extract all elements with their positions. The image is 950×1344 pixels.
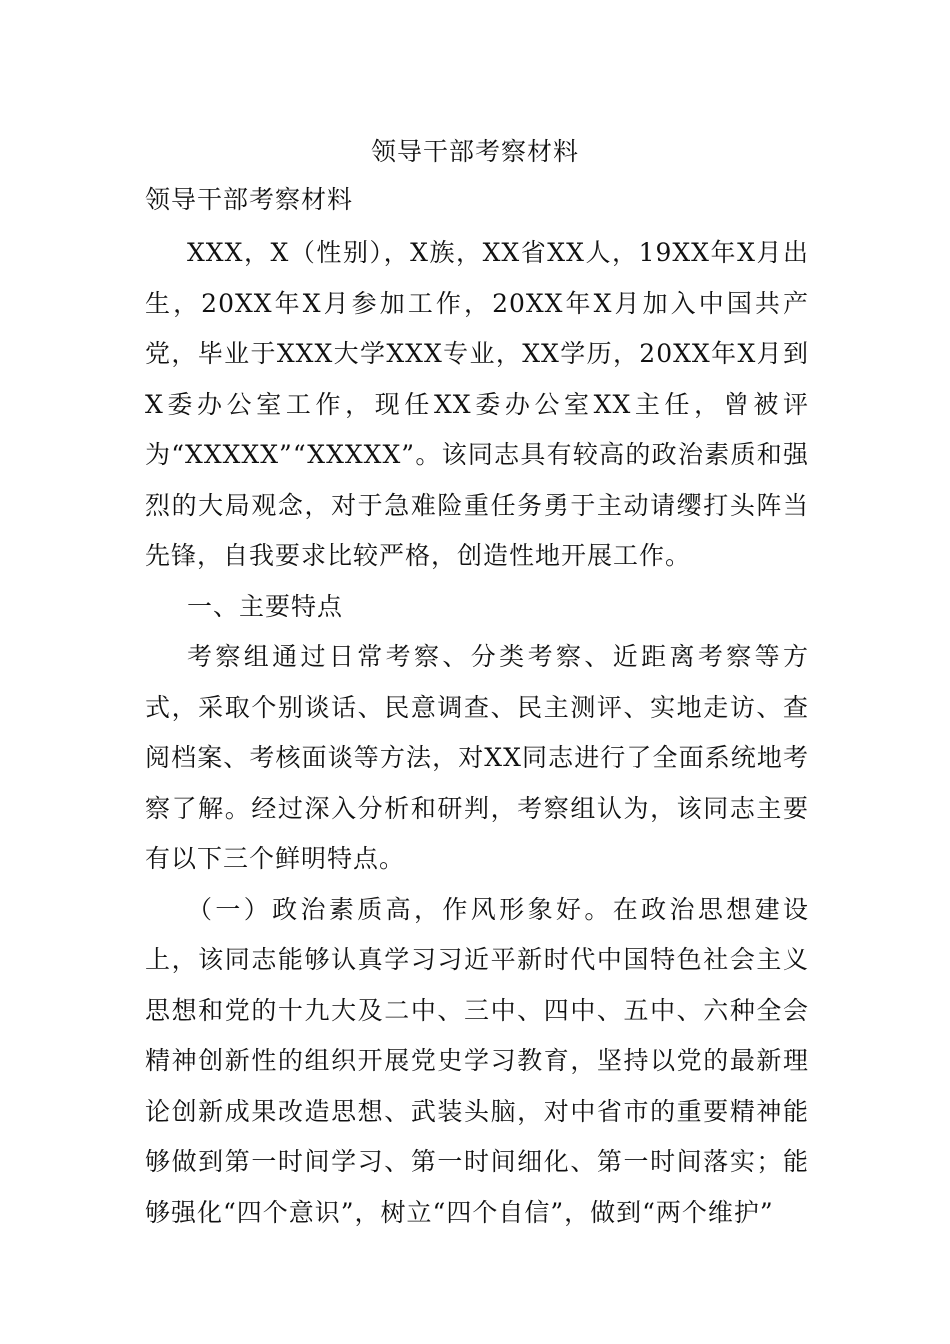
paragraph-basic-info: XXX，X（性别），X族，XX省XX人，19XX年X月出生，20XX年X月参加工作，20XX年X月加入中国共产党，毕业于XXX大学XXX专业，XX学历，20XX年X月到X委办公室工作，现任XX委办公室XX主任，曾被评为“XXXXX”“XXXXX”。该同志具有较高的政治素质和强烈的大局观念，对于急难险重任务勇于主动请缨打头阵当先锋，自我要求比较严格，创造性地开展工作。 [145, 238, 809, 570]
document-body [145, 228, 809, 1238]
document-title: 领导干部考察材料 [370, 137, 579, 166]
document-subtitle: 领导干部考察材料 [145, 185, 354, 214]
section-heading-main-features: 一、主要特点 [187, 591, 344, 621]
paragraph-political-quality: （一）政治素质高，作风形象好。在政治思想建设上，该同志能够认真学习习近平新时代中国特色社会主义思想和党的十九大及二中、三中、四中、五中、六种全会精神创新性的组织开展党史学习教育，坚持以党的最新理论创新成果改造思想、武装头脑，对中省市的重要精神能够做到第一时间学习、第一时间细化、第一时间落实；能够强化“四个意识”，树立“四个自信”，做到“两个维护” [145, 894, 809, 1227]
paragraph-inspection-method: 考察组通过日常考察、分类考察、近距离考察等方式，采取个别谈话、民意调查、民主测评、实地走访、查阅档案、考核面谈等方法，对XX同志进行了全面系统地考察了解。经过深入分析和研判，考察组认为，该同志主要有以下三个鲜明特点。 [145, 642, 809, 873]
